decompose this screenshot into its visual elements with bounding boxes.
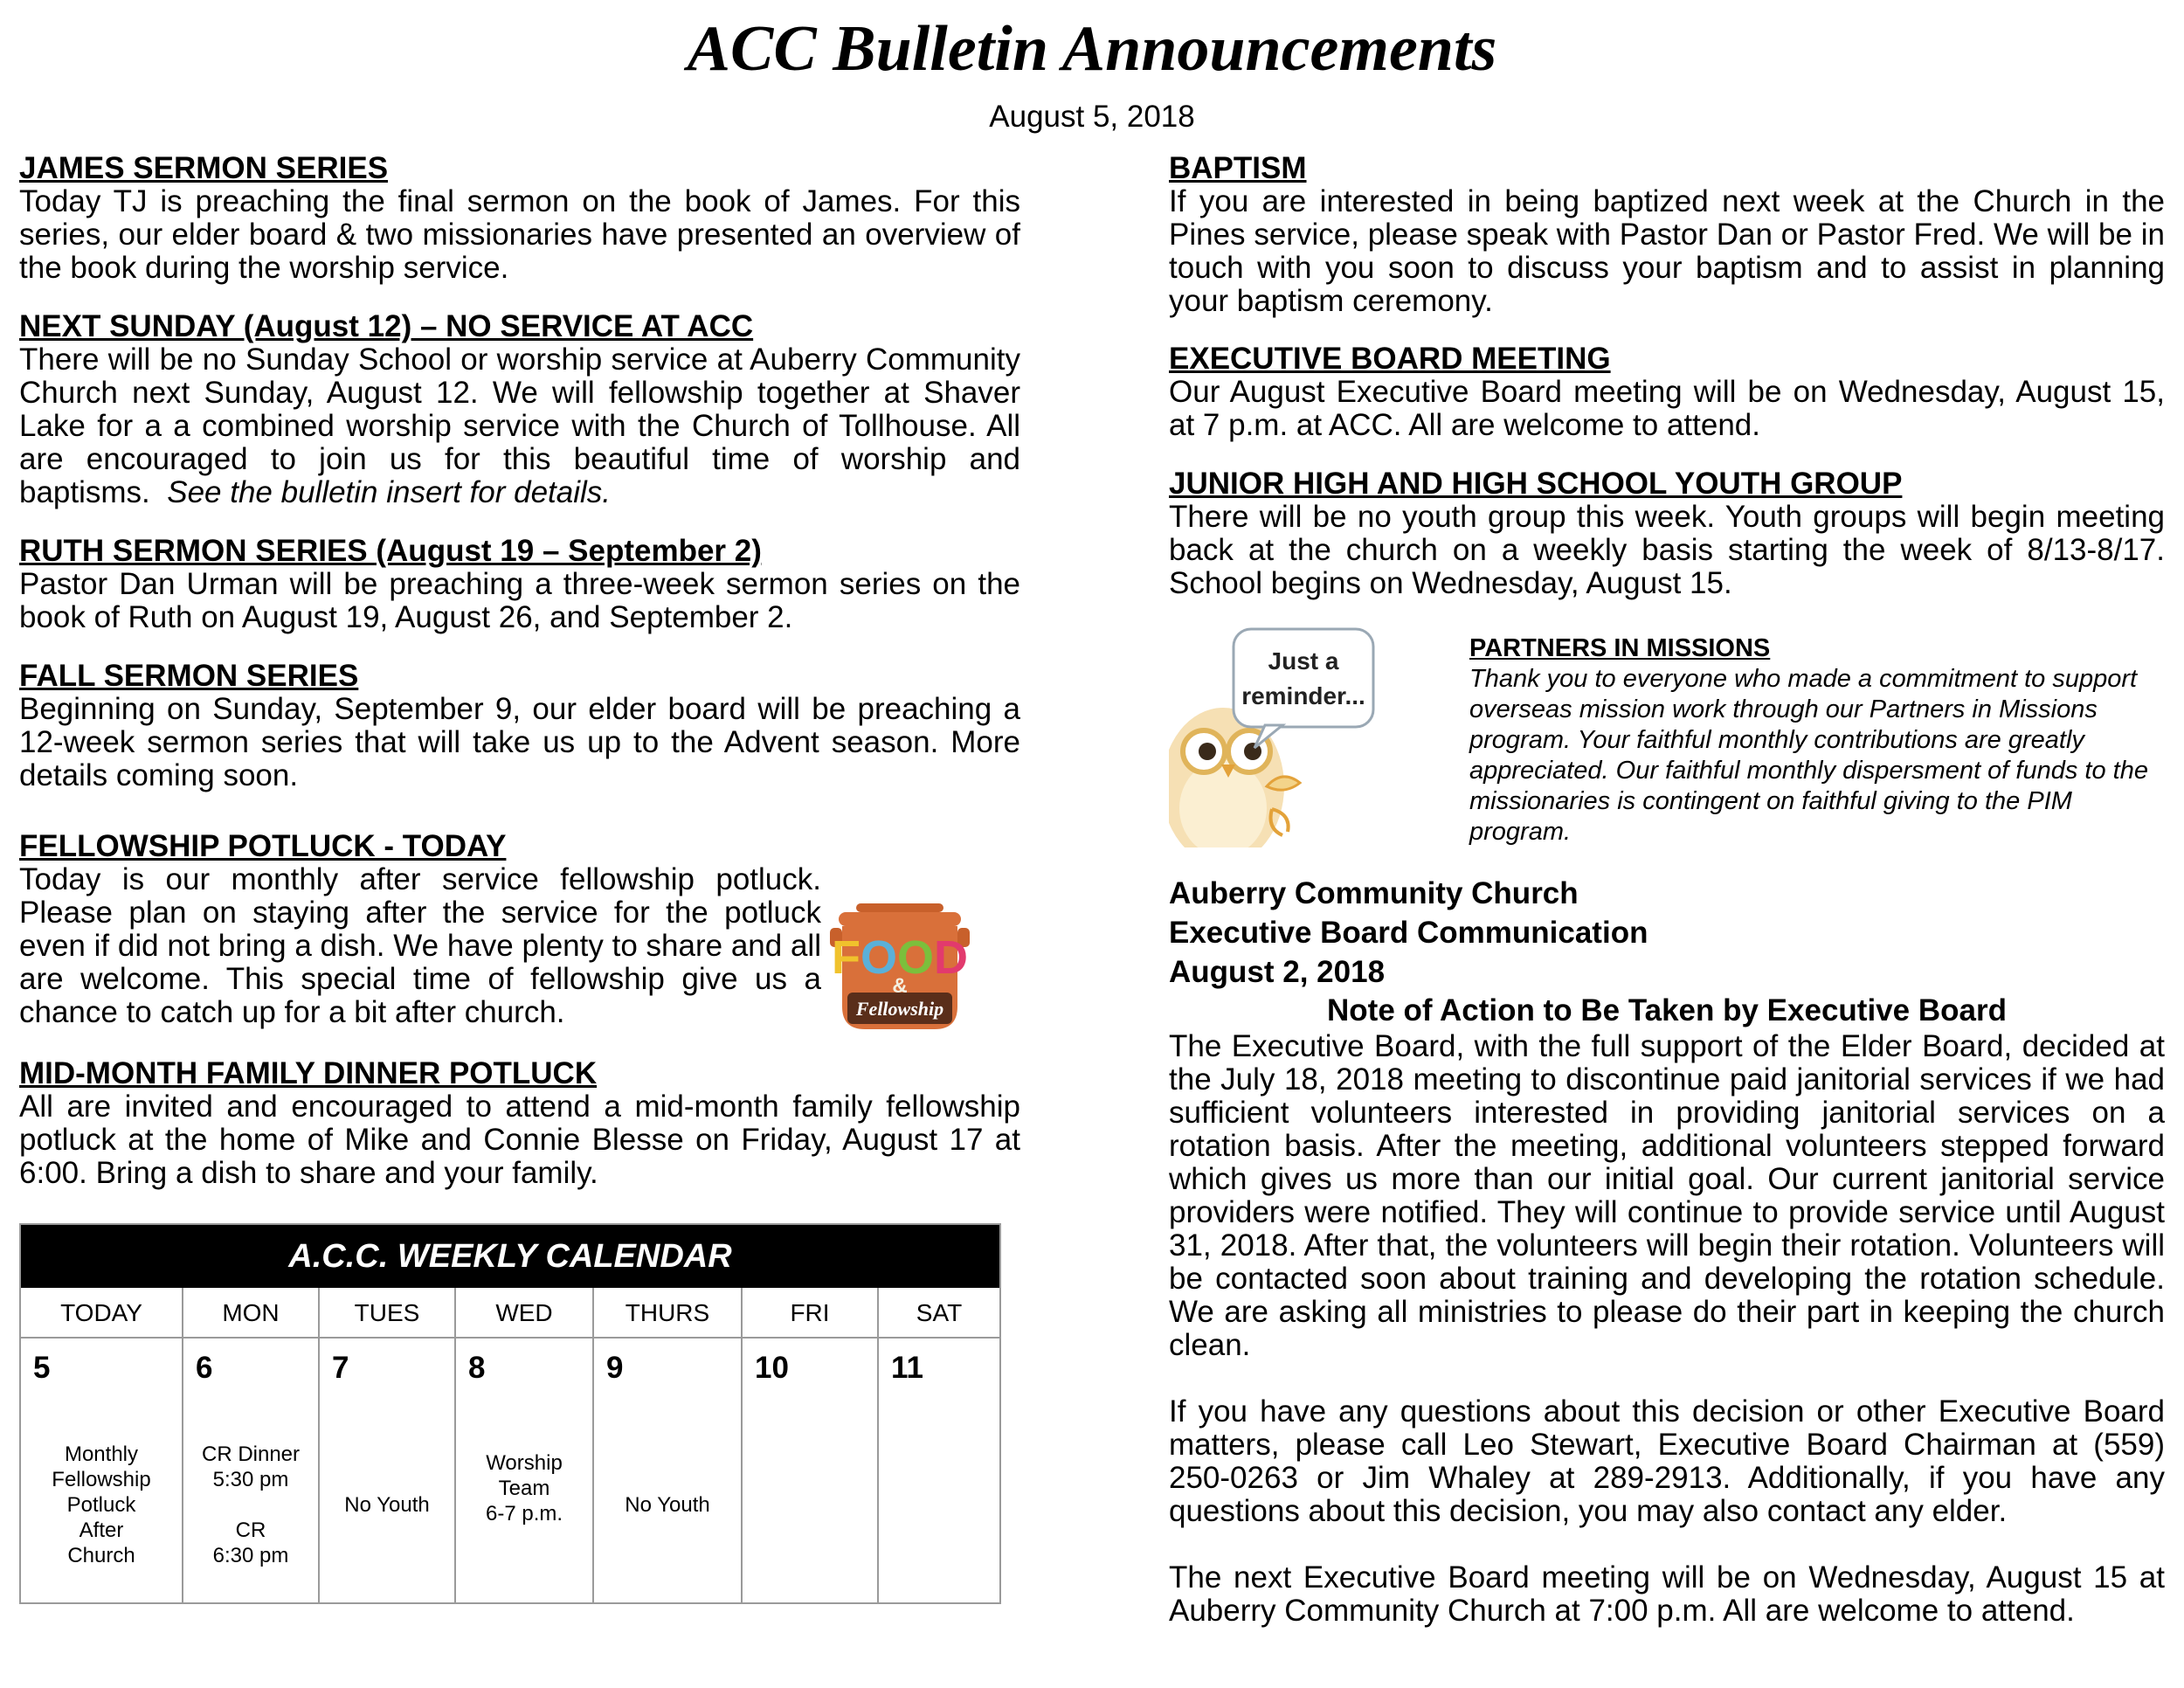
next-sunday-text [19,343,1020,509]
exec-communication [1169,874,2165,1628]
food-logo-amp: & [892,974,908,998]
page-title: ACC Bulletin Announcements [687,13,1497,85]
calendar-day-header: SAT [879,1288,999,1339]
ruth-text: Pastor Dan Urman will be preaching a three-week sermon series on the book of Ruth on August 19, August 26, and September 2. [19,567,1020,634]
bulletin-date: August 5, 2018 [989,100,1195,134]
exec-meeting-heading: EXECUTIVE BOARD MEETING [1169,342,1611,376]
james-text: Today TJ is preaching the final sermon on the book of James. For this series, our elder board & two missionaries have presented an overview of the book during the worship service. [19,184,1020,285]
potluck-heading: FELLOWSHIP POTLUCK - TODAY [19,829,507,863]
note-paragraph-3: The next Executive Board meeting will be on Wednesday, August 15 at Auberry Community Church at 7:00 p.m. All are welcome to attend. [1169,1560,2165,1628]
midmonth-text: All are invited and encouraged to attend a mid-month family fellowship potluck at the home of Mike and Connie Blesse on Friday, August 17 at 6:00. Bring a dish to share and your family. [19,1090,1020,1190]
midmonth-section [19,1057,1020,1190]
calendar-title: A.C.C. WEEKLY CALENDAR [21,1225,999,1288]
calendar-day-header: TODAY [21,1288,183,1339]
pim-heading: PARTNERS IN MISSIONS [1469,634,1771,662]
calendar-date: 8 [468,1351,486,1385]
fall-section [19,660,1020,792]
next-sunday-section [19,310,1020,509]
calendar-cell [879,1339,999,1602]
youth-section [1169,467,2165,600]
communication-title: Executive Board Communication [1169,916,1648,950]
baptism-section [1169,152,2165,318]
youth-text: There will be no youth group this week. Youth groups will begin meeting back at the church on a weekly basis starting the week of 8/13-8/17. School begins on Wednesday, August 15. [1169,500,2165,600]
calendar-cell [21,1339,183,1602]
calendar-day-header: TUES [320,1288,456,1339]
baptism-text: If you are interested in being baptized next week at the Church in the Pines service, please speak with Pastor Dan or Pastor Fred. We will be in touch with you soon to discuss your baptism and to assist in planning your baptism ceremony. [1169,184,2165,318]
james-section [19,152,1020,285]
ruth-heading: RUTH SERMON SERIES (August 19 – September 2) [19,534,762,568]
food-fellowship-pot-icon [830,902,970,1033]
calendar-day-headers [21,1288,999,1339]
food-logo-text: FOOD [831,931,969,984]
baptism-heading: BAPTISM [1169,151,1307,185]
bulletin-insert-note: See the bulletin insert for details. [167,475,612,509]
fall-text: Beginning on Sunday, September 9, our elder board will be preaching a 12-week sermon series that will take us up to the Advent season. More details coming soon. [19,692,1020,792]
calendar-event: No Youth [344,1493,430,1517]
calendar-day-header: FRI [743,1288,879,1339]
youth-heading: JUNIOR HIGH AND HIGH SCHOOL YOUTH GROUP [1169,467,1903,501]
note-paragraph-2: If you have any questions about this decision or other Executive Board matters, please call Leo Stewart, Executive Board Chairman at (559) 250-0263 or Jim Whaley at 289-2913. Additionally, if you have any questions about this decision, you may also contact any elder. [1169,1394,2165,1528]
exec-meeting-section [1169,342,2165,442]
calendar-date: 6 [196,1351,213,1385]
calendar-day-header: THURS [594,1288,743,1339]
calendar-day-cells [21,1339,999,1602]
owl-reminder-icon [1169,620,1447,847]
calendar-cell [320,1339,456,1602]
next-sunday-heading: NEXT SUNDAY (August 12) – NO SERVICE AT ACC [19,309,754,343]
calendar-date: 7 [332,1351,349,1385]
note-heading: Note of Action to Be Taken by Executive Board [1327,993,2007,1027]
fall-heading: FALL SERMON SERIES [19,659,359,693]
calendar-cell [594,1339,743,1602]
exec-meeting-text: Our August Executive Board meeting will be on Wednesday, August 15, at 7 p.m. at ACC. All are welcome to attend. [1169,375,2165,442]
calendar-date: 11 [891,1351,923,1385]
potluck-text: Today is our monthly after service fellowship potluck. Please plan on staying after the service for the potluck even if did not bring a dish. We have plenty to share and all are welcome. This special time of fellowship give us a chance to catch up for a bit after church. [19,862,821,1029]
calendar-cell [456,1339,594,1602]
calendar-day-header: MON [183,1288,320,1339]
communication-date: August 2, 2018 [1169,955,1386,989]
food-logo-fellowship: Fellowship [855,998,944,1020]
james-heading: JAMES SERMON SERIES [19,151,389,185]
note-paragraph-1: The Executive Board, with the full support of the Elder Board, decided at the July 18, 2018 meeting to discontinue paid janitorial services if we had sufficient volunteers interested in providing janitorial services on a rotation basis. After the meeting, additional volunteers stepped forward which gives us more than our initial goal. Our current janitorial service providers were notified. They will continue to provide service until August 31, 2018. After that, the volunteers will begin their rotation. Volunteers will be contacted soon about training and developing the rotation schedule. We are asking all ministries to please do their part in keeping the church clean. [1169,1029,2165,1362]
reminder-bubble-line2: reminder... [1241,682,1365,709]
reminder-bubble-line1: Just a [1268,647,1339,675]
midmonth-heading: MID-MONTH FAMILY DINNER POTLUCK [19,1056,598,1090]
calendar-event: Monthly Fellowship Potluck After Church [52,1442,151,1567]
calendar-event: No Youth [625,1493,710,1517]
ruth-section [19,535,1020,634]
pim-text: Thank you to everyone who made a commitment to support overseas mission work through our Partners in Missions program. Your faithful monthly contributions are greatly appreciated. Our faithful monthly dispersment of funds to the missionaries is contingent on faithful giving to the PIM program. [1469,665,2148,846]
calendar-event: CR Dinner 5:30 pm CR 6:30 pm [201,1442,301,1567]
calendar-cell [183,1339,320,1602]
next-sunday-body: There will be no Sunday School or worship service at Auberry Community Church next Sunday, August 12. We will fellowship together at Shaver Lake for a a combined worship service with the Church of Tollhouse. All are encouraged to join us for this beautiful time of worship and baptisms. [19,342,1020,509]
calendar-date: 9 [606,1351,624,1385]
calendar-cell [743,1339,879,1602]
church-name: Auberry Community Church [1169,876,1579,910]
calendar-date: 5 [33,1351,51,1385]
calendar-event: Worship Team 6-7 p.m. [485,1451,563,1525]
calendar-date: 10 [755,1351,789,1385]
calendar-day-header: WED [456,1288,594,1339]
weekly-calendar [19,1223,1001,1604]
